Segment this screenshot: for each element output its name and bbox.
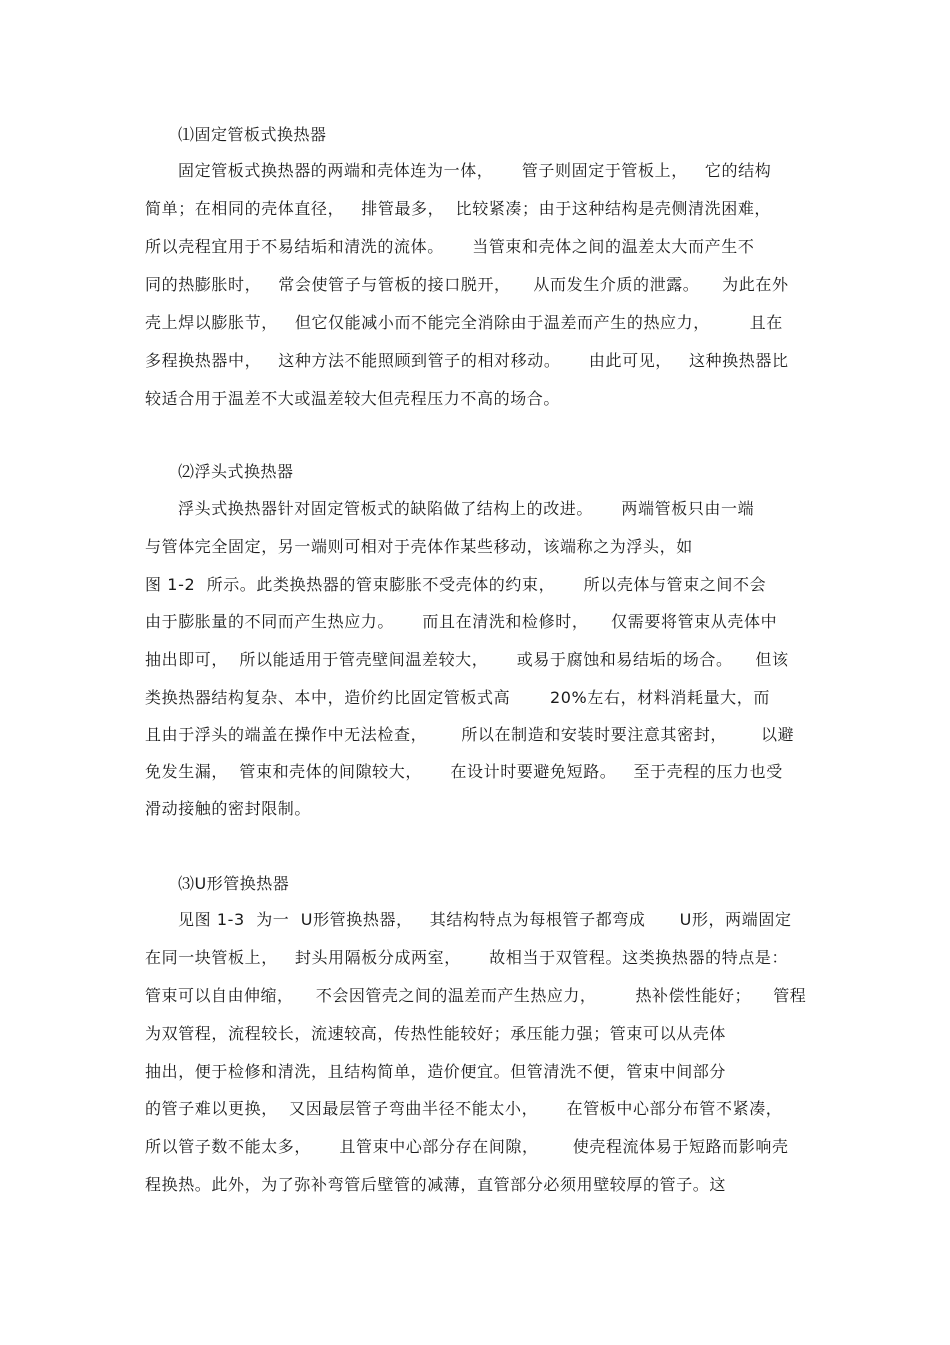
section-1-line-3: 所以壳程宜用于不易结垢和清洗的流体。 当管束和壳体之间的温差太大而产生不 [145,237,755,256]
section-3-line-7: 所以管子数不能太多， 且管束中心部分存在间隙， 使壳程流体易于短路而影响壳 [145,1137,789,1156]
section-2-line-9: 滑动接触的密封限制。 [145,799,312,818]
section-2-heading: ⑵浮头式换热器 [178,462,294,481]
section-1-line-1: 固定管板式换热器的两端和壳体连为一体， 管子则固定于管板上， 它的结构 [178,161,772,180]
section-3-line-3: 管束可以自由伸缩， 不会因管壳之间的温差而产生热应力， 热补偿性能好； 管程 [145,986,807,1005]
section-2-line-4: 由于膨胀量的不同而产生热应力。 而且在清洗和检修时， 仅需要将管束从壳体中 [145,612,778,631]
section-2-line-2: 与管体完全固定，另一端则可相对于壳体作某些移动，该端称之为浮头，如 [145,537,693,556]
section-3-line-1: 见图 1-3 为一 U形管换热器， 其结构特点为每根管子都弯成 U形，两端固定 [178,910,792,929]
section-1-heading: ⑴固定管板式换热器 [178,125,327,144]
section-3-line-8: 程换热。此外，为了弥补弯管后壁管的减薄，直管部分必须用壁较厚的管子。这 [145,1175,727,1194]
section-2-line-3: 图 1-2 所示。此类换热器的管束膨胀不受壳体的约束， 所以壳体与管束之间不会 [145,575,767,594]
section-3-line-2: 在同一块管板上， 封头用隔板分成两室， 故相当于双管程。这类换热器的特点是： [145,948,789,967]
section-3-heading: ⑶U形管换热器 [178,874,290,893]
section-2-line-7: 且由于浮头的端盖在操作中无法检查， 所以在制造和安装时要注意其密封， 以避 [145,725,795,744]
section-3-line-6: 的管子难以更换， 又因最层管子弯曲半径不能太小， 在管板中心部分布管不紧凑， [145,1099,783,1118]
section-2-line-6: 类换热器结构复杂、本中，造价约比固定管板式高 20%左右，材料消耗量大，而 [145,688,770,707]
section-1-line-4: 同的热膨胀时， 常会使管子与管板的接口脱开， 从而发生介质的泄露。 为此在外 [145,275,789,294]
section-2-line-8: 免发生漏， 管束和壳体的间隙较大， 在设计时要避免短路。 至于壳程的压力也受 [145,762,783,781]
section-1-line-7: 较适合用于温差不大或温差较大但壳程压力不高的场合。 [145,389,561,408]
section-3-line-4: 为双管程，流程较长，流速较高，传热性能较好；承压能力强；管束可以从壳体 [145,1024,727,1043]
section-3-line-5: 抽出，便于检修和清洗，且结构简单，造价便宜。但管清洗不便，管束中间部分 [145,1062,727,1081]
section-1-line-6: 多程换热器中， 这种方法不能照顾到管子的相对移动。 由此可见， 这种换热器比 [145,351,789,370]
section-2-line-5: 抽出即可， 所以能适用于管壳壁间温差较大， 或易于腐蚀和易结垢的场合。 但该 [145,650,789,669]
section-2-line-1: 浮头式换热器针对固定管板式的缺陷做了结构上的改进。 两端管板只由一端 [178,499,755,518]
section-1-line-2: 简单；在相同的壳体直径， 排管最多， 比较紧凑；由于这种结构是壳侧清洗困难， [145,199,772,218]
section-1-line-5: 壳上焊以膨胀节， 但它仅能减小而不能完全消除由于温差而产生的热应力， 且在 [145,313,783,332]
